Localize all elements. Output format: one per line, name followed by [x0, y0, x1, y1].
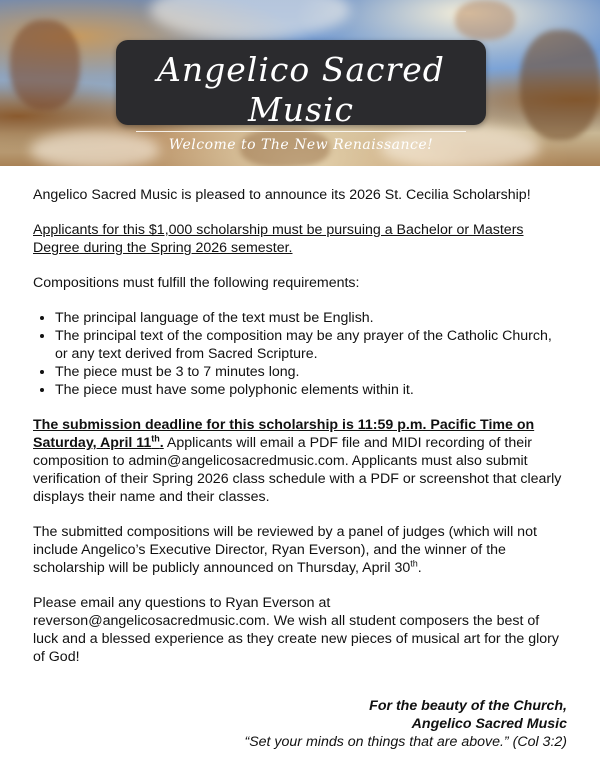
announcement-body: [33, 186, 568, 683]
signature-block: [244, 697, 567, 751]
site-subtitle: Welcome to The New Renaissance!: [168, 137, 434, 153]
title-divider: [136, 131, 466, 132]
requirements-intro: Compositions must fulfill the following requirements:: [33, 275, 360, 291]
header-banner: [0, 0, 600, 166]
scripture-quote: “Set your minds on things that are above.” (Col 3:2): [244, 734, 567, 750]
painted-figure: [10, 20, 80, 110]
requirements-list: [33, 309, 568, 399]
painted-figure: [455, 0, 515, 40]
painted-figure: [520, 30, 600, 140]
cloud-decoration: [150, 0, 350, 40]
eligibility-paragraph: Applicants for this $1,000 scholarship must be pursuing a Bachelor or Masters Degree during the Spring 2026 semester.: [33, 222, 524, 256]
title-box: [116, 40, 486, 153]
deadline-details: Applicants will email a PDF file and MIDI recording of their composition to admin@angelicosacredmusic.com. Applicants must also submit verification of their Spring 2026 class schedule with a PDF or screenshot that clearly displays their name and their classes.: [33, 435, 562, 505]
deadline-paragraph: [33, 416, 568, 506]
signature-line-2: Angelico Sacred Music: [411, 716, 567, 732]
signature-line-1: For the beauty of the Church,: [369, 698, 567, 714]
contact-paragraph: Please email any questions to Ryan Everson at reverson@angelicosacredmusic.com. We wish all student composers the best of luck and a blessed experience as they create new pieces of musical art for the glory of God!: [33, 595, 560, 665]
deadline-heading: The submission deadline for this scholarship is 11:59 p.m. Pacific Time on Saturday, April 11th.: [33, 417, 535, 451]
requirement-item: • The piece must have some polyphonic elements within it.: [55, 381, 568, 399]
requirement-item: • The principal language of the text must be English.: [55, 309, 568, 327]
review-paragraph: The submitted compositions will be reviewed by a panel of judges (which will not include Angelico’s Executive Director, Ryan Everson), and the winner of the scholarship will be publicly announced on Thursday, April 30th.: [33, 524, 537, 576]
requirement-item: • The principal text of the composition may be any prayer of the Catholic Church, or any text derived from Sacred Scripture.: [55, 327, 568, 363]
requirement-item: • The piece must be 3 to 7 minutes long.: [55, 363, 568, 381]
intro-paragraph: Angelico Sacred Music is pleased to announce its 2026 St. Cecilia Scholarship!: [33, 187, 531, 203]
site-title: Angelico Sacred Music: [157, 50, 445, 129]
